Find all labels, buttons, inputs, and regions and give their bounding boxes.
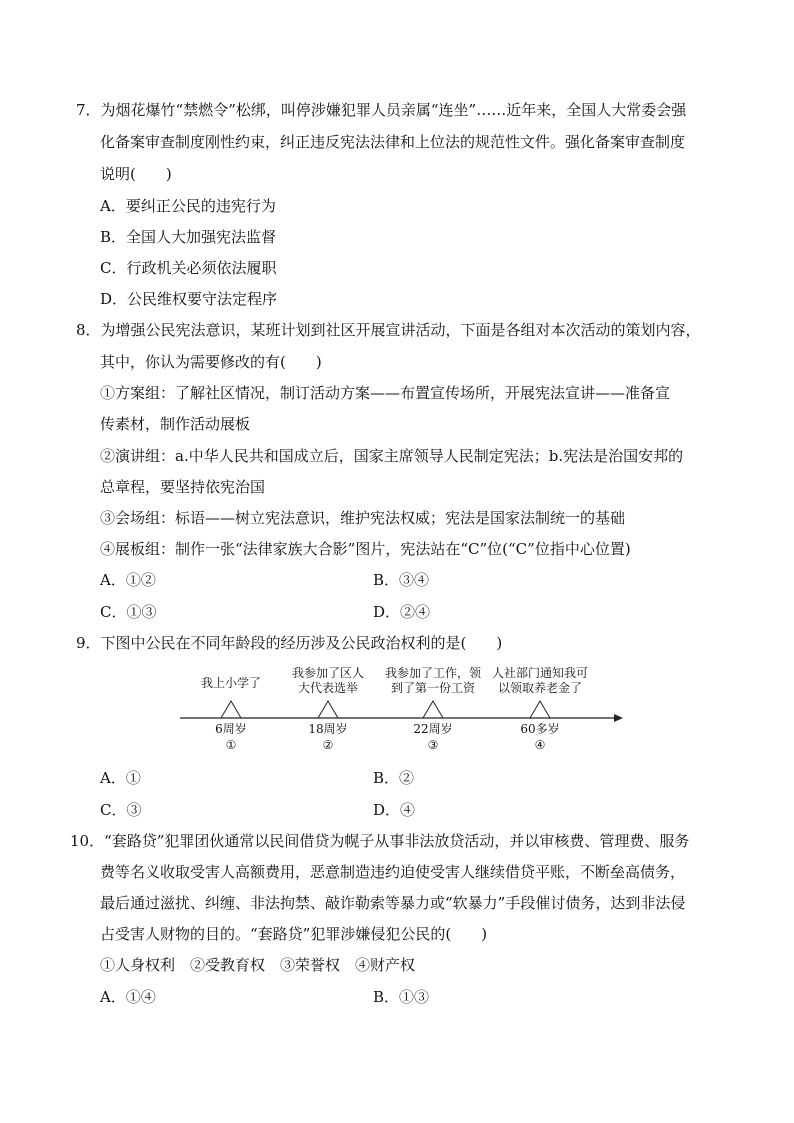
q8-option-c: C．①③ xyxy=(100,603,157,621)
timeline-arrowhead xyxy=(614,714,623,722)
q8-option-b: B．③④ xyxy=(373,571,430,589)
q8-item-1-line-1: ①方案组：了解社区情况，制订活动方案——布置宣传场所，开展宪法宣讲——准备宣 xyxy=(100,384,671,402)
q9-option-d: D．④ xyxy=(373,801,416,819)
q9-option-c: C．③ xyxy=(100,801,142,819)
q8-option-d: D．②④ xyxy=(373,603,431,621)
event-3-number: ③ xyxy=(427,738,439,752)
q8-item-2-line-1: ②演讲组：a.中华人民共和国成立后，国家主席领导人民制定宪法；b.宪法是治国安邦的 xyxy=(100,447,684,465)
q7-option-d: D．公民维权要守法定程序 xyxy=(100,290,278,308)
q10-stem-line-3: 最后通过滋扰、纠缠、非法拘禁、敲诈勒索等暴力或“软暴力”手段催讨债务，达到非法侵 xyxy=(100,894,686,912)
timeline-marker-4 xyxy=(530,701,550,718)
q9-option-a: A．① xyxy=(100,769,141,787)
timeline-marker-1 xyxy=(221,701,241,718)
q7-stem-line-2: 化备案审查制度刚性约束，纠正违反宪法法律和上位法的规范性文件。强化备案审查制度 xyxy=(100,133,686,151)
q8-stem-line-2: 其中，你认为需要修改的有( ) xyxy=(100,353,322,371)
q7-stem-line-1: 7．为烟花爆竹“禁燃令”松绑，叫停涉嫌犯罪人员亲属“连坐”……近年来，全国人大常委会强 xyxy=(76,101,687,119)
q8-item-1-line-2: 传素材，制作活动展板 xyxy=(100,415,251,433)
q7-option-c: C．行政机关必须依法履职 xyxy=(100,259,277,277)
q10-stem-line-1: 10．“套路贷”犯罪团伙通常以民间借贷为幌子从事非法放贷活动，并以审核费、管理费、服务 xyxy=(70,832,690,850)
event-1-number: ① xyxy=(225,738,237,752)
q8-item-3: ③会场组：标语——树立宪法意识，维护宪法权威；宪法是国家法制统一的基础 xyxy=(100,509,626,527)
event-2-age: 18周岁 xyxy=(308,722,348,736)
event-2-caption-line-2: 大代表选举 xyxy=(297,681,358,695)
event-3-caption-line-2: 到了第一份工资 xyxy=(390,681,475,695)
q8-item-2-line-2: 总章程，要坚持依宪治国 xyxy=(100,478,266,496)
q8-stem-line-1: 8．为增强公民宪法意识，某班计划到社区开展宣讲活动，下面是各组对本次活动的策划内容， xyxy=(76,321,701,339)
q10-stem-line-2: 费等名义收取受害人高额费用，恶意制造违约迫使受害人继续借贷平账，不断垒高债务， xyxy=(100,863,686,881)
event-1-age: 6周岁 xyxy=(215,722,247,736)
q10-stem-line-4: 占受害人财物的目的。“套路贷”犯罪涉嫌侵犯公民的( ) xyxy=(100,925,488,943)
q9-stem: 9．下图中公民在不同年龄段的经历涉及公民政治权利的是( ) xyxy=(76,634,503,652)
timeline-marker-3 xyxy=(423,701,443,718)
q10-option-a: A．①④ xyxy=(100,988,156,1006)
timeline-marker-2 xyxy=(318,701,338,718)
event-1-caption: 我上小学了 xyxy=(200,676,261,690)
event-2-number: ② xyxy=(322,738,334,752)
event-2-caption-line-1: 我参加了区人 xyxy=(291,666,364,680)
q8-option-a: A．①② xyxy=(100,571,156,589)
q7-option-a: A．要纠正公民的违宪行为 xyxy=(100,197,276,215)
event-3-age: 22周岁 xyxy=(413,722,453,736)
event-4-number: ④ xyxy=(534,738,546,752)
event-4-age: 60多岁 xyxy=(520,722,560,736)
event-3-caption-line-1: 我参加了工作，领 xyxy=(384,666,481,680)
event-4-caption-line-1: 人社部门通知我可 xyxy=(491,666,588,680)
q7-option-b: B．全国人大加强宪法监督 xyxy=(100,228,277,246)
q8-item-4: ④展板组：制作一张“法律家族大合影”图片，宪法站在“C”位(“C”位指中心位置) xyxy=(100,540,631,558)
q10-option-b: B．①③ xyxy=(373,988,430,1006)
event-4-caption-line-2: 以领取养老金了 xyxy=(497,681,582,695)
q10-choices-list: ①人身权利 ②受教育权 ③荣誉权 ④财产权 xyxy=(100,956,416,974)
q7-stem-line-3: 说明( ) xyxy=(100,165,172,183)
age-timeline-figure xyxy=(178,660,628,760)
q9-option-b: B．② xyxy=(373,769,415,787)
